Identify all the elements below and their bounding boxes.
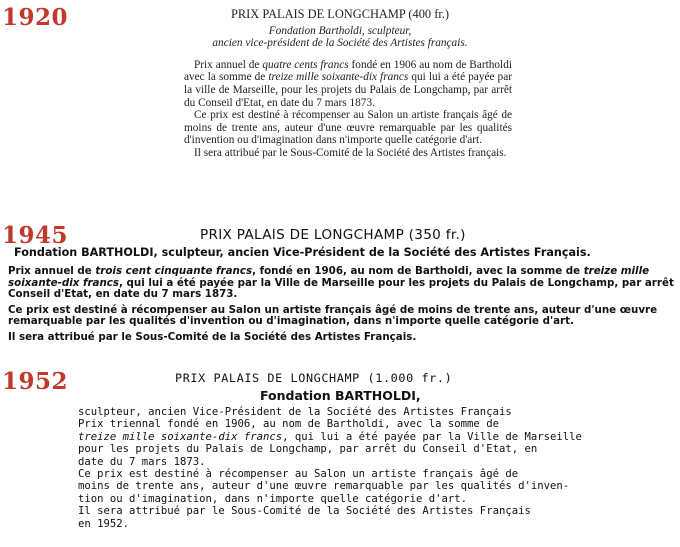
text-run: remarquable par les qualités d'invention ou d'imagination, dans n'importe quelle catégorie d'art. [8,315,574,328]
text-run: , fondé en 1906, au nom de Bartholdi, avec la somme de [252,265,584,277]
italic-run: quatre cents francs [262,58,349,71]
italic-run: treize mille soixante-dix francs [268,71,409,84]
italic-run: soixante-dix francs [8,276,120,289]
text-run: Ce prix est destiné à récompenser au Salon un artiste français âgé de moins de trente ans, auteur d'une œuvre [8,303,658,316]
section-title: PRIX PALAIS DE LONGCHAMP (400 fr.) [231,7,449,21]
italic-run: treize mille [583,265,650,277]
text-run: Il sera attribué par le Sous-Comité de la Société des Artistes français. [194,146,507,159]
section-body [160,59,520,160]
text-run: date du 7 mars 1873. [78,455,206,468]
text-run: tion ou d'imagination, dans n'importe quelle catégorie d'art. [78,492,468,505]
text-run: fondé en 1906 au nom de Bartholdi avec la somme de [184,58,512,84]
text-line [78,480,668,492]
year-1952: 1952 [2,368,69,395]
section-title: PRIX PALAIS DE LONGCHAMP (350 fr.) [200,227,466,243]
text-line [78,406,668,418]
paragraph [184,147,512,160]
text-run: , qui lui a été payée par la Ville de Marseille pour les projets du Palais de Longchamp, par arrêt [119,276,674,289]
text-run: en 1952. [78,517,130,530]
text-line [78,418,668,430]
text-run: sculpteur, ancien Vice-Président de la Société des Artistes Français [78,406,512,418]
text-run: pour les projets du Palais de Longchamp, par arrêt du Conseil d'Etat, en [78,443,538,456]
text-line [78,505,668,517]
text-run: Ce prix est destiné à récompenser au Salon un artiste français âgé de [78,468,519,481]
text-run: moins de trente ans, auteur d'une œuvre remarquable par les qualités d'inven- [78,480,570,493]
italic-run: trois cent cinquante francs [95,265,253,277]
year-1945: 1945 [2,222,69,249]
text-line [78,443,668,455]
text-line [78,518,668,530]
subtitle-line: ancien vice-président de la Société des Artistes français. [212,37,468,50]
text-line [8,332,678,344]
subtitle-line: Fondation Bartholdi, sculpteur, [268,24,412,37]
text-run: , qui lui a été payée par la Ville de Marseille [282,430,582,443]
italic-run: treize mille soixante-dix francs [78,430,283,443]
text-run: Prix annuel de [8,265,96,277]
section-body [8,266,678,344]
section-subtitle: Fondation BARTHOLDI, [260,388,421,403]
text-run: Il sera attribué par le Sous-Comité de la Société des Artistes Français [78,505,531,518]
text-line [78,456,668,468]
text-run: Prix triennal fondé en 1906, au nom de Bartholdi, avec la somme de [78,418,499,431]
text-run: Conseil d'Etat, en date du 7 mars 1873. [8,288,238,301]
section-1920 [160,8,520,160]
text-line [78,468,668,480]
section-body [78,406,668,530]
paragraph [184,109,512,147]
year-1920: 1920 [2,4,69,31]
text-line [78,431,668,443]
text-run: Il sera attribué par le Sous-Comité de la Société des Artistes Français. [8,330,417,343]
text-run: Prix annuel de [194,58,263,71]
text-line [8,289,678,301]
text-run: Ce prix est destiné à récompenser au Salon un artiste français âgé de moins de trente ans, auteur d'une œuvre remarquable par les qualités d'invention ou d'imagination dans n'importe quelle catégorie d'art. [184,109,512,147]
paragraph [184,59,512,109]
section-title: PRIX PALAIS DE LONGCHAMP (1.000 fr.) [175,371,453,385]
text-line [78,493,668,505]
text-run: qui lui a été payée par la ville de Marseille, pour les projets du Palais de Longchamp, par arrêt du Conseil d'Etat, en date du 7 mars 1873. [184,71,512,109]
section-subtitle: Fondation BARTHOLDI, sculpteur, ancien Vice-Président de la Société des Artistes Français. [14,246,591,259]
text-line [8,316,678,328]
